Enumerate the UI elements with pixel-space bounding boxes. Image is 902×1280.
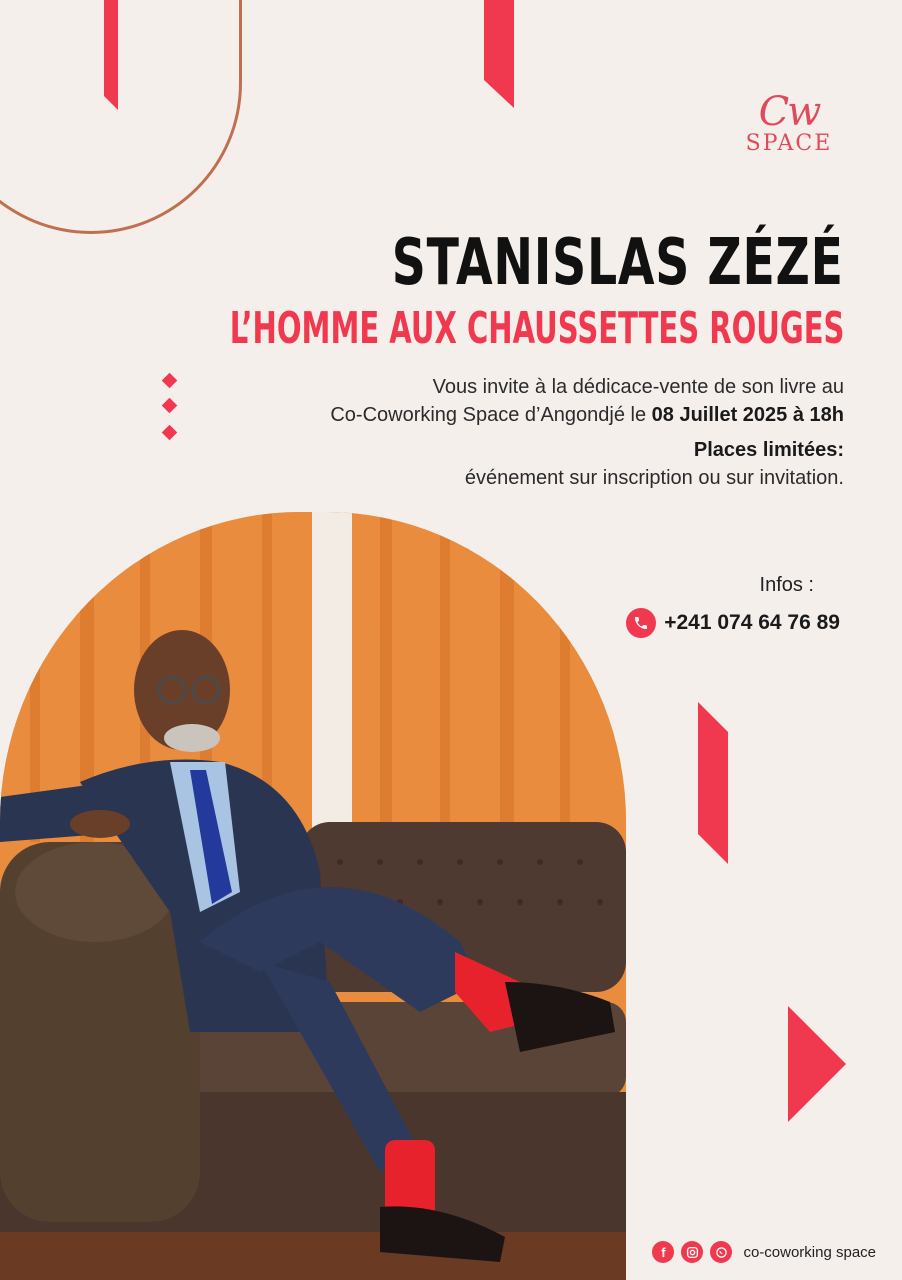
phone-number[interactable]: +241 074 64 76 89 bbox=[664, 611, 840, 634]
facebook-icon[interactable]: f bbox=[652, 1241, 674, 1263]
social-footer bbox=[652, 1241, 876, 1263]
invitation-line-2 bbox=[330, 401, 844, 429]
triangle-right bbox=[788, 1006, 846, 1122]
instagram-icon[interactable] bbox=[681, 1241, 703, 1263]
author-photo bbox=[0, 512, 626, 1280]
author-name: STANISLAS ZÉZÉ bbox=[392, 226, 844, 300]
event-date: 08 Juillet 2025 à 18h bbox=[651, 404, 844, 426]
social-handle[interactable]: co-coworking space bbox=[743, 1243, 876, 1261]
ribbon-top-left bbox=[104, 0, 118, 110]
places-info bbox=[465, 436, 844, 492]
cw-space-logo bbox=[734, 89, 844, 156]
phone-icon bbox=[626, 608, 656, 638]
ribbon-right-mid bbox=[698, 702, 728, 864]
invitation-line-1: Vous invite à la dédicace-vente de son livre au bbox=[432, 376, 844, 398]
places-text: événement sur inscription ou sur invitation. bbox=[464, 467, 844, 489]
invitation-text bbox=[330, 373, 844, 429]
invitation-venue: Co-Coworking Space d’Angondjé le bbox=[330, 404, 652, 426]
ribbon-top-center bbox=[484, 0, 514, 108]
logo-space-text: SPACE bbox=[745, 131, 833, 156]
phone-contact[interactable] bbox=[626, 608, 840, 638]
places-title: Places limitées: bbox=[693, 439, 844, 461]
infos-label: Infos : bbox=[759, 574, 814, 596]
logo-cw-mark: Cw bbox=[758, 89, 820, 135]
whatsapp-icon[interactable] bbox=[710, 1241, 732, 1263]
book-title: L’HOMME AUX CHAUSSETTES ROUGES bbox=[229, 303, 844, 354]
